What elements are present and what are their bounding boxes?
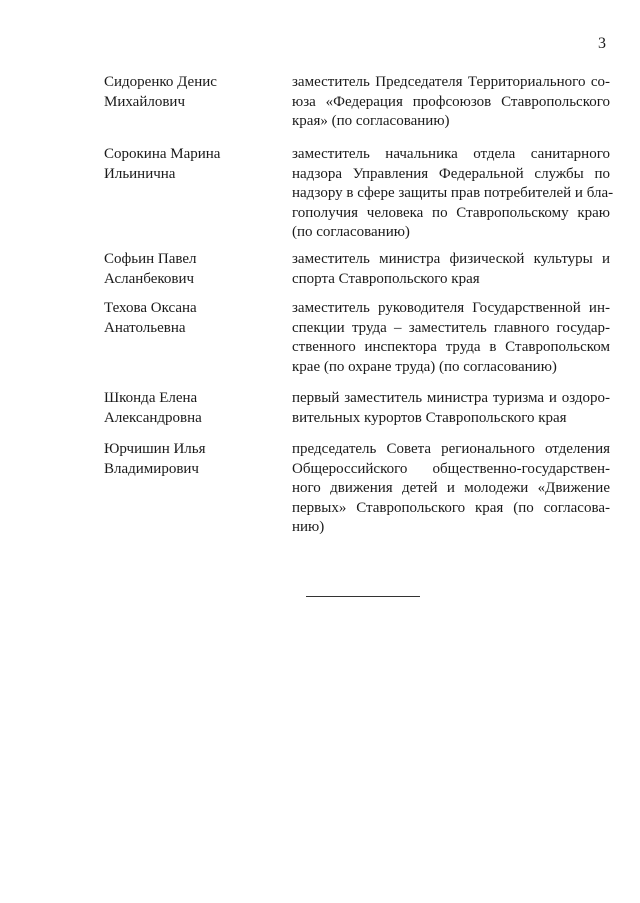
member-position [292,73,610,132]
member-name [104,389,274,428]
member-position-line: края» (по согласованию) [292,113,450,130]
member-name [104,299,274,338]
member-name-line: Шконда Елена [104,390,198,406]
member-position-line: (по согласованию) [292,224,410,241]
member-position [292,145,614,243]
member-position-line: надзора Управления Федеральной службы по [292,165,610,182]
member-position-line: Общероссийского общественно-государствен- [292,460,610,477]
page-number: 3 [598,35,606,52]
member-position-line: первых» Ставропольского края (по согласова- [292,499,610,516]
member-position-line: вительных курортов Ставропольского края [292,409,567,426]
member-position-line: надзору в сфере защиты прав потребителей и бла- [292,185,614,202]
member-name-line: Сорокина Марина [104,146,221,162]
member-position-line: спекции труда – заместитель главного государ- [292,319,610,336]
member-position-line: юза «Федерация профсоюзов Ставропольского [292,93,610,110]
member-position-line: гополучия человека по Ставропольскому краю [292,204,610,221]
member-name-line: Асланбекович [104,270,195,287]
member-position-line: заместитель начальника отдела санитарного [292,146,610,162]
member-name-line: Техова Оксана [104,300,197,316]
member-name-line: Юрчишин Илья [104,441,206,457]
member-position-line: крае (по охране труда) (по согласованию) [292,358,557,375]
member-name-line: Анатольевна [104,319,186,336]
member-name [104,250,274,289]
member-position-line: спорта Ставропольского края [292,270,480,287]
member-name-line: Владимирович [104,460,199,477]
member-position-line: ного движения детей и молодежи «Движение [292,480,610,497]
member-position-line: заместитель министра физической культуры и [292,251,610,267]
member-name-line: Александровна [104,409,202,426]
member-name [104,145,274,184]
end-of-list-rule [306,596,420,597]
member-position [292,250,610,289]
member-name [104,73,274,112]
member-name-line: Софьин Павел [104,251,197,267]
member-position-line: заместитель Председателя Территориального со- [292,74,610,90]
member-name-line: Сидоренко Денис [104,74,217,90]
member-position [292,440,610,538]
member-name-line: Ильинична [104,165,176,182]
member-name [104,440,274,479]
member-position-line: заместитель руководителя Государственной ин- [292,300,610,316]
member-position-line: ственного инспектора труда в Ставропольском [292,339,610,356]
member-position [292,299,610,377]
member-position-line: первый заместитель министра туризма и оздоро- [292,390,610,406]
member-position-line: нию) [292,519,325,536]
member-name-line: Михайлович [104,93,185,110]
member-position-line: председатель Совета регионального отделения [292,441,610,457]
member-position [292,389,610,428]
